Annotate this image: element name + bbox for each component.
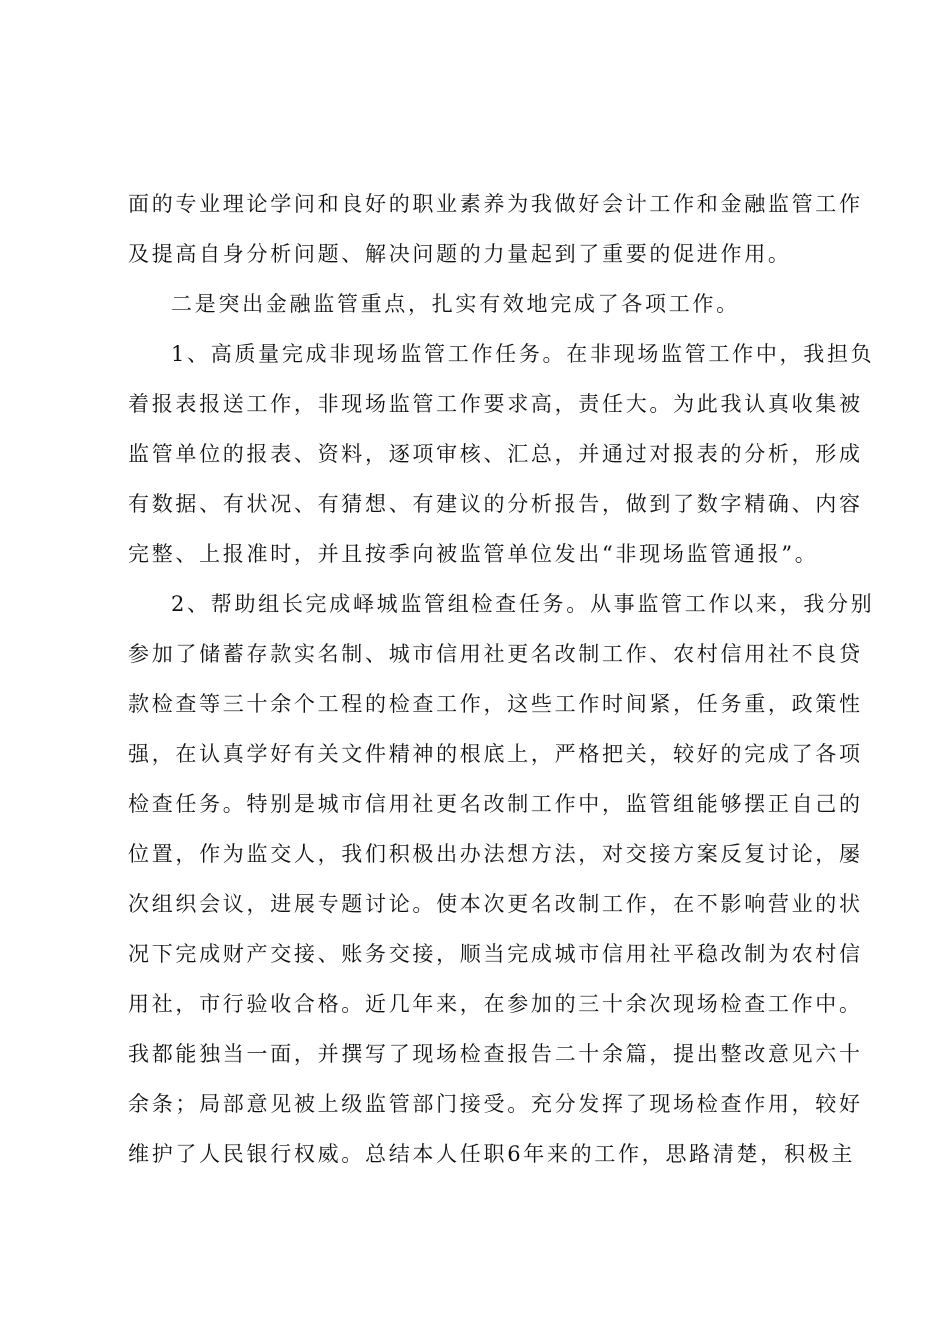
text-line: 我都能独当一面，并撰写了现场检查报告二十余篇，提出整改意见六十 [128,1042,863,1066]
text-line: 及提高自身分析问题、解决问题的力量起到了重要的促进作用。 [128,242,792,266]
text-line: 维护了人民银行权威。总结本人任职6年来的工作，思路清楚，积极主 [128,1142,856,1166]
text-line: 位置，作为监交人，我们积极出办法想方法，对交接方案反复讨论，屡 [128,842,863,866]
text-line: 检查任务。特别是城市信用社更名改制工作中，监管组能够摆正自己的 [128,792,863,816]
text-line: 面的专业理论学问和良好的职业素养为我做好会计工作和金融监管工作 [128,192,863,216]
text-line: 2、帮助组长完成峄城监管组检查任务。从事监管工作以来，我分别 [171,592,875,616]
text-line: 用社，市行验收合格。近几年来，在参加的三十余次现场检查工作中。 [128,992,863,1016]
text-line: 强，在认真学好有关文件精神的根底上，严格把关，较好的完成了各项 [128,742,863,766]
text-line: 况下完成财产交接、账务交接，顺当完成城市信用社平稳改制为农村信 [128,942,863,966]
text-line: 着报表报送工作，非现场监管工作要求高，责任大。为此我认真收集被 [128,392,863,416]
text-line: 完整、上报准时，并且按季向被监管单位发出“非现场监管通报”。 [128,542,819,566]
paragraph-heading: 二是突出金融监管重点，扎实有效地完成了各项工作。 [171,292,740,316]
text-line: 监管单位的报表、资料，逐项审核、汇总，并通过对报表的分析，形成 [128,442,863,466]
text-line: 次组织会议，进展专题讨论。使本次更名改制工作，在不影响营业的状 [128,892,863,916]
text-line: 款检查等三十余个工程的检查工作，这些工作时间紧，任务重，政策性 [128,692,863,716]
text-line: 参加了储蓄存款实名制、城市信用社更名改制工作、农村信用社不良贷 [128,642,863,666]
text-line: 余条；局部意见被上级监管部门接受。充分发挥了现场检查作用，较好 [128,1092,863,1116]
text-line: 1、高质量完成非现场监管工作任务。在非现场监管工作中，我担负 [171,342,875,366]
text-line: 有数据、有状况、有猜想、有建议的分析报告，做到了数字精确、内容 [128,492,863,516]
